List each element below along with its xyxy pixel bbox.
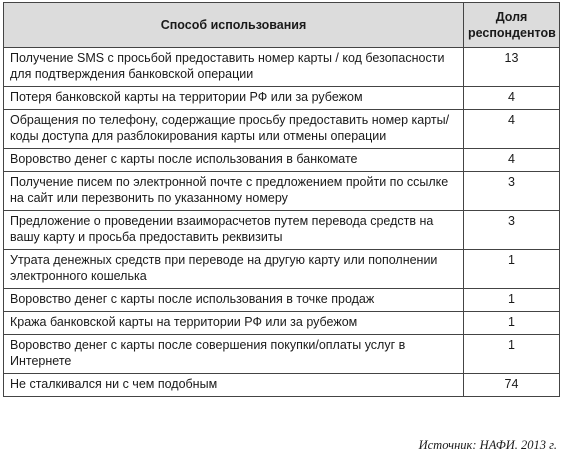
table-row <box>4 87 560 110</box>
share-cell: 4 <box>464 110 560 149</box>
share-cell: 13 <box>464 48 560 87</box>
method-cell: Утрата денежных средств при переводе на другую карту или пополнении электронного кошелька <box>4 250 464 289</box>
survey-table <box>3 2 560 397</box>
share-cell: 74 <box>464 374 560 397</box>
share-cell: 1 <box>464 335 560 374</box>
table-row <box>4 289 560 312</box>
share-cell: 3 <box>464 211 560 250</box>
method-cell: Воровство денег с карты после использования в точке продаж <box>4 289 464 312</box>
table-row <box>4 172 560 211</box>
method-cell: Кража банковской карты на территории РФ или за рубежом <box>4 312 464 335</box>
table-row <box>4 335 560 374</box>
column-header-method: Способ использования <box>4 3 464 48</box>
method-cell: Воровство денег с карты после использования в банкомате <box>4 149 464 172</box>
column-header-share: Доля респондентов <box>464 3 560 48</box>
share-cell: 1 <box>464 250 560 289</box>
table-row <box>4 250 560 289</box>
share-cell: 3 <box>464 172 560 211</box>
method-cell: Получение SMS с просьбой предоставить номер карты / код безопасности для подтверждения банковской операции <box>4 48 464 87</box>
method-cell: Воровство денег с карты после совершения покупки/оплаты услуг в Интернете <box>4 335 464 374</box>
share-cell: 4 <box>464 87 560 110</box>
table-row <box>4 110 560 149</box>
method-cell: Обращения по телефону, содержащие просьбу предоставить номер карты/коды доступа для разблокирования карты или отмены операции <box>4 110 464 149</box>
share-cell: 1 <box>464 312 560 335</box>
table-header-row <box>4 3 560 48</box>
table-row <box>4 211 560 250</box>
method-cell: Потеря банковской карты на территории РФ или за рубежом <box>4 87 464 110</box>
source-note: Источник: НАФИ. 2013 г. <box>418 438 557 452</box>
table-row <box>4 374 560 397</box>
method-cell: Предложение о проведении взаиморасчетов путем перевода средств на вашу карту и просьба предоставить реквизиты <box>4 211 464 250</box>
table-row <box>4 312 560 335</box>
table-row <box>4 149 560 172</box>
share-cell: 1 <box>464 289 560 312</box>
share-cell: 4 <box>464 149 560 172</box>
method-cell: Не сталкивался ни с чем подобным <box>4 374 464 397</box>
method-cell: Получение писем по электронной почте с предложением пройти по ссылке на сайт или перезвонить по указанному номеру <box>4 172 464 211</box>
table-row <box>4 48 560 87</box>
